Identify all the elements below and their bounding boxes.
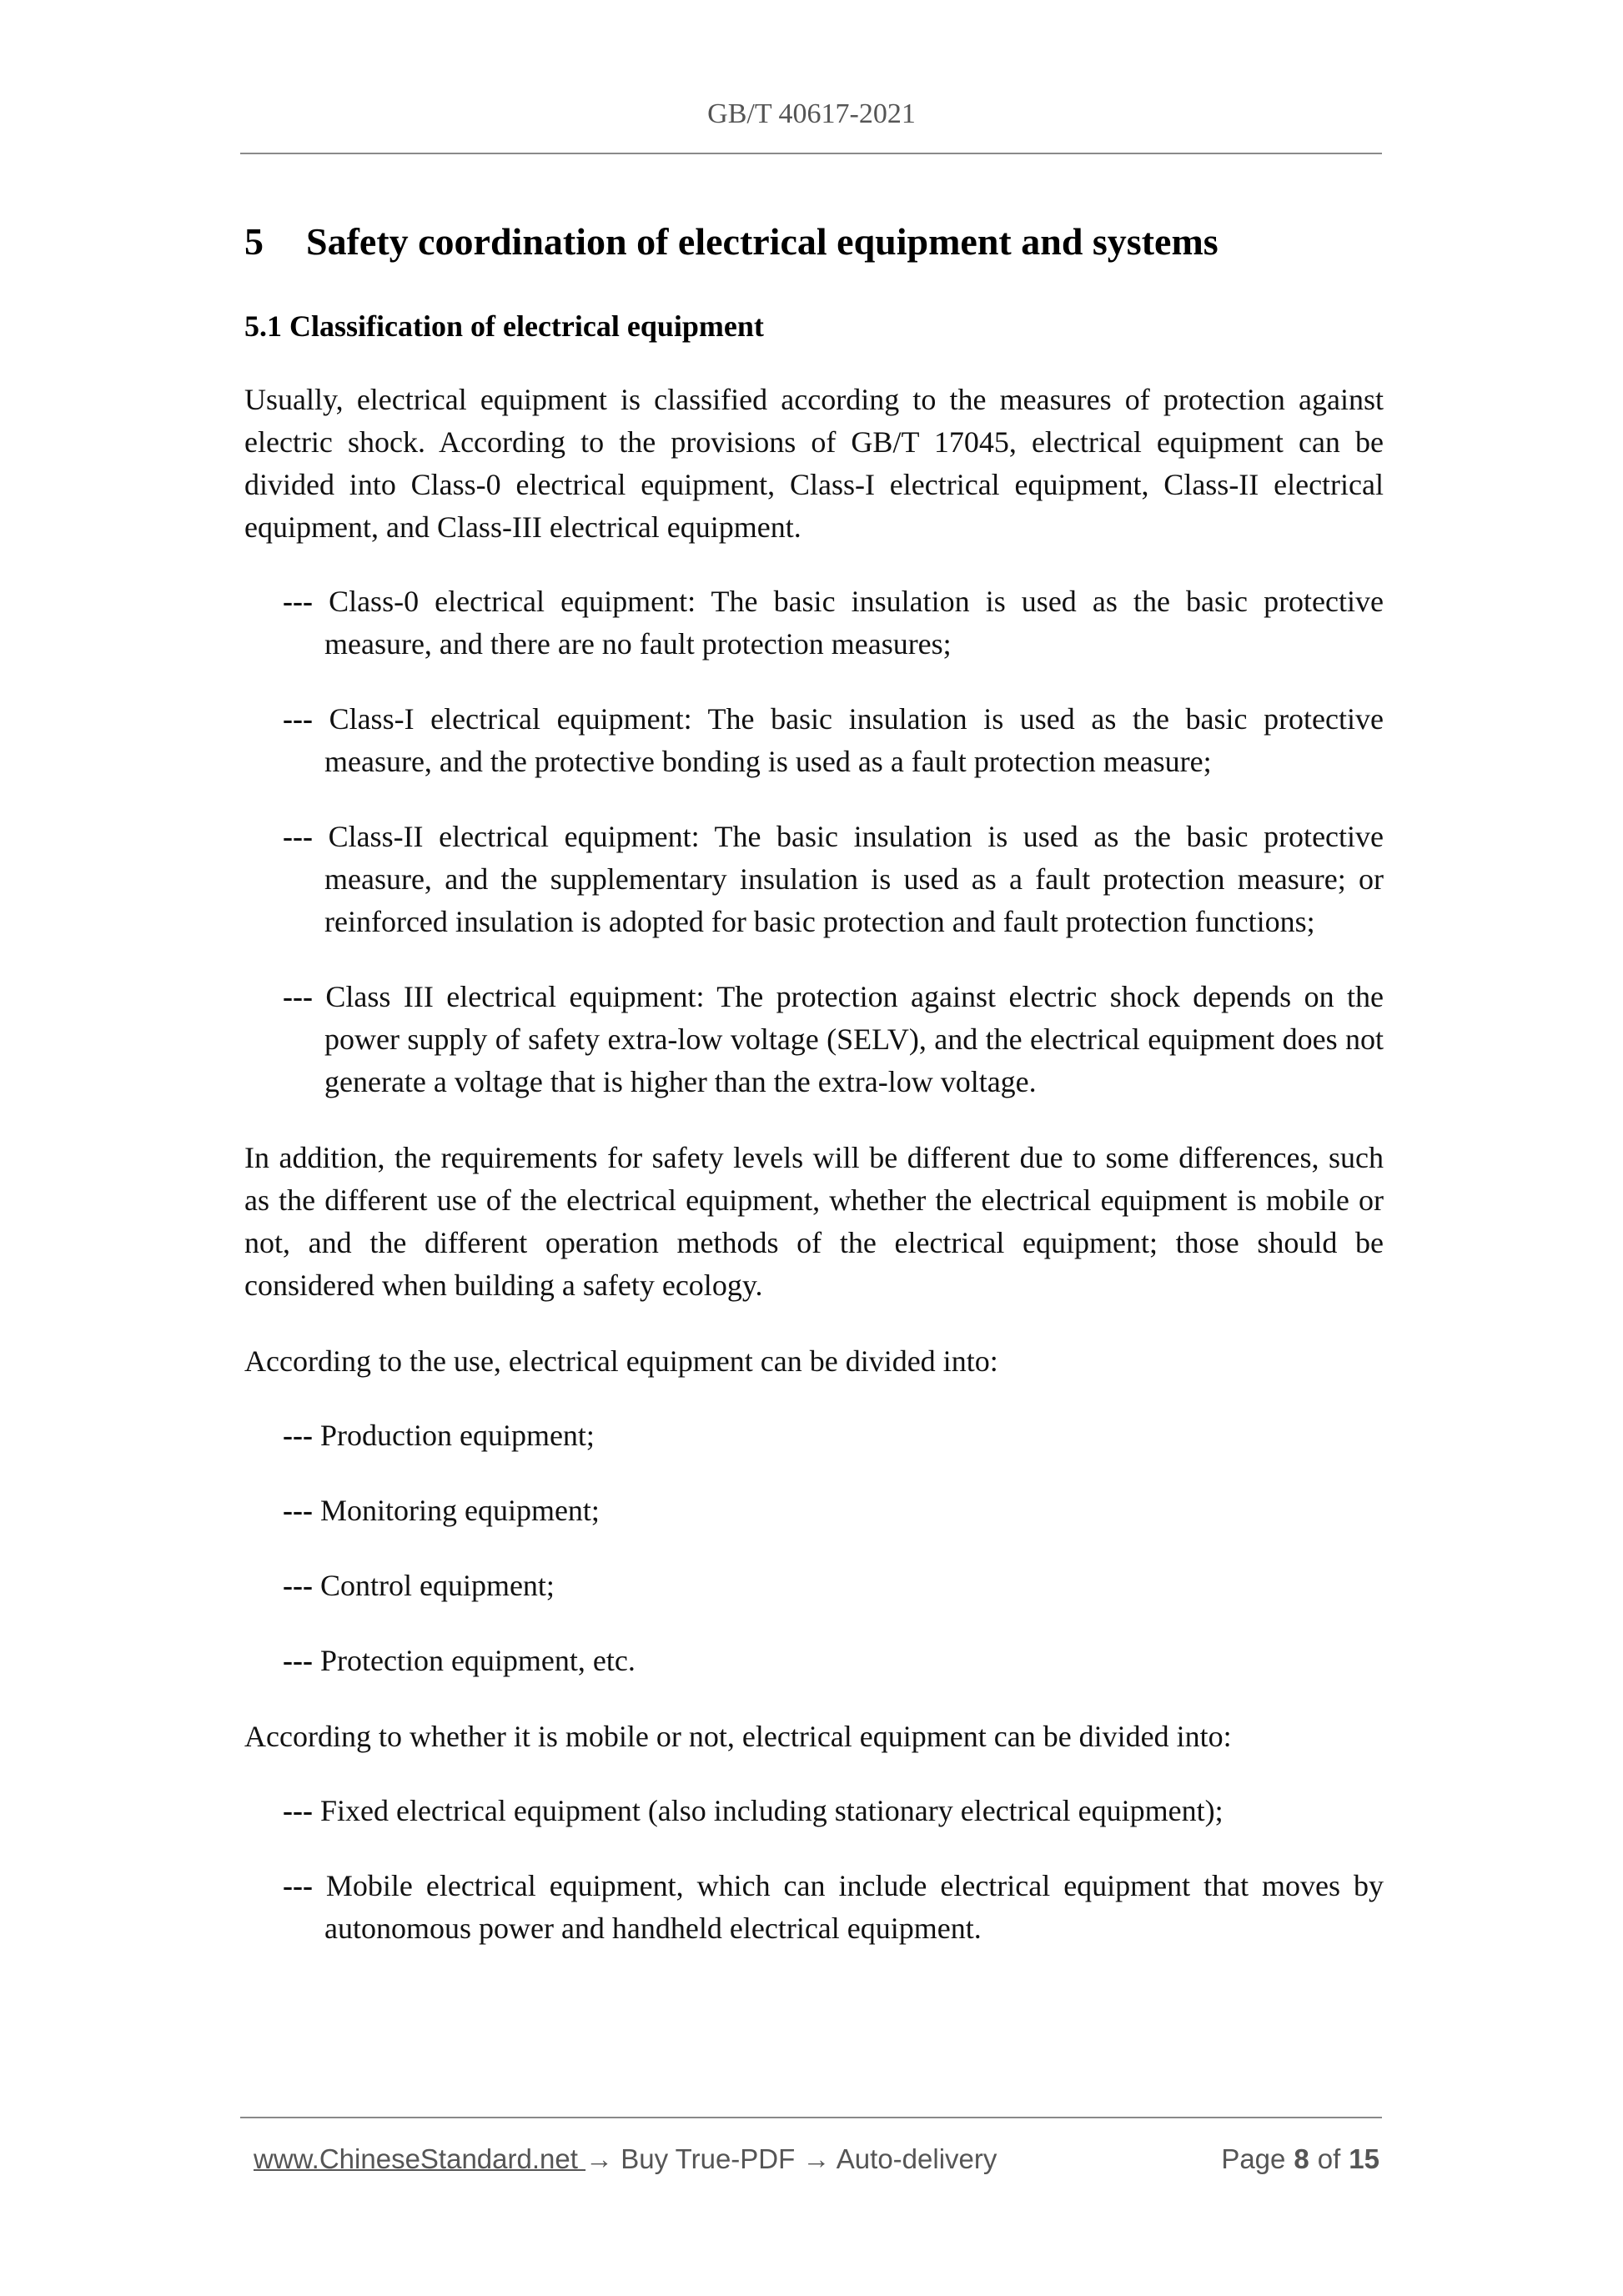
dash-marker: ---: [283, 1869, 313, 1902]
buy-true-pdf-text: Buy True-PDF: [613, 2143, 803, 2174]
list-item-text: Monitoring equipment;: [319, 1494, 600, 1527]
header-divider: [240, 153, 1382, 154]
dash-marker: ---: [283, 980, 313, 1013]
dash-marker: ---: [283, 1494, 313, 1527]
addition-paragraph: In addition, the requirements for safety levels will be different due to some differences, such as the different use of the electrical equipment, whether the electrical equipment is mobile or not, and the different operation methods of the electrical equipment; those should be considered when building a safety ecology.: [244, 1141, 1384, 1302]
dash-marker: ---: [283, 1419, 313, 1452]
page-label: Page: [1221, 2143, 1286, 2174]
list-item-text: Fixed electrical equipment (also including stationary electrical equipment);: [319, 1794, 1224, 1827]
section-number: 5: [244, 220, 264, 263]
list-item-text: Control equipment;: [319, 1569, 555, 1602]
page-number: [1221, 2143, 1379, 2175]
list-item: [244, 976, 1384, 1103]
list-item-text: Mobile electrical equipment, which can include electrical equipment that moves by autonomous power and handheld electrical equipment.: [324, 1869, 1384, 1945]
arrow-right-icon: →: [585, 2143, 614, 2174]
footer-promo: [254, 2143, 997, 2175]
page-footer: [254, 2143, 1379, 2185]
footer-divider: [240, 2117, 1382, 2118]
website-link[interactable]: www.ChineseStandard.net: [254, 2143, 586, 2174]
dash-marker: ---: [283, 1569, 313, 1602]
list-item: [244, 1565, 1384, 1607]
list-item-text: Class-II electrical equipment: The basic insulation is used as the basic protective measure, and the supplementary insulation is used as a fault protection measure; or reinforced insulation is adopted for basic protection and fault protection functions;: [324, 820, 1384, 938]
dash-marker: ---: [283, 585, 313, 618]
by-use-paragraph: According to the use, electrical equipment can be divided into:: [244, 1344, 998, 1378]
dash-marker: ---: [283, 702, 313, 736]
page-total: 15: [1349, 2143, 1379, 2174]
dash-marker: ---: [283, 1644, 313, 1677]
dash-marker: ---: [283, 1794, 313, 1827]
list-item: [244, 1865, 1384, 1950]
document-body: [244, 215, 1384, 1950]
section-heading: [244, 215, 1384, 269]
arrow-right-icon: →: [802, 2143, 831, 2174]
list-item-text: Class-I electrical equipment: The basic insulation is used as the basic protective measure, and the protective bonding is used as a fault protection measure;: [324, 702, 1384, 778]
page-current: 8: [1294, 2143, 1309, 2174]
auto-delivery-text: Auto-delivery: [830, 2143, 997, 2174]
list-item: [244, 1640, 1384, 1682]
page-header-standard-id: GB/T 40617-2021: [707, 98, 916, 129]
list-item: [244, 580, 1384, 666]
section-title: Safety coordination of electrical equipment and systems: [306, 220, 1219, 263]
list-item: [244, 1414, 1384, 1457]
list-item-text: Production equipment;: [319, 1419, 595, 1452]
page-of-label: of: [1317, 2143, 1341, 2174]
by-mobility-paragraph: According to whether it is mobile or not, electrical equipment can be divided into:: [244, 1720, 1232, 1753]
list-item-text: Class III electrical equipment: The protection against electric shock depends on the power supply of safety extra-low voltage (SELV), and the electrical equipment does not generate a voltage that is higher than the extra-low voltage.: [324, 980, 1384, 1098]
list-item: [244, 816, 1384, 943]
intro-paragraph: Usually, electrical equipment is classified according to the measures of protection against electric shock. According to the provisions of GB/T 17045, electrical equipment can be divided into Class-0 electrical equipment, Class-I electrical equipment, Class-II electrical equipment, and Class-III electrical equipment.: [244, 383, 1384, 544]
list-item: [244, 698, 1384, 783]
list-item: [244, 1790, 1384, 1832]
use-list: [244, 1414, 1384, 1682]
list-item-text: Protection equipment, etc.: [319, 1644, 636, 1677]
mobility-list: [244, 1790, 1384, 1950]
class-list: [244, 580, 1384, 1103]
subsection-heading: 5.1 Classification of electrical equipment: [244, 309, 764, 343]
dash-marker: ---: [283, 820, 313, 853]
list-item-text: Class-0 electrical equipment: The basic insulation is used as the basic protective measure, and there are no fault protection measures;: [324, 585, 1384, 661]
list-item: [244, 1490, 1384, 1532]
